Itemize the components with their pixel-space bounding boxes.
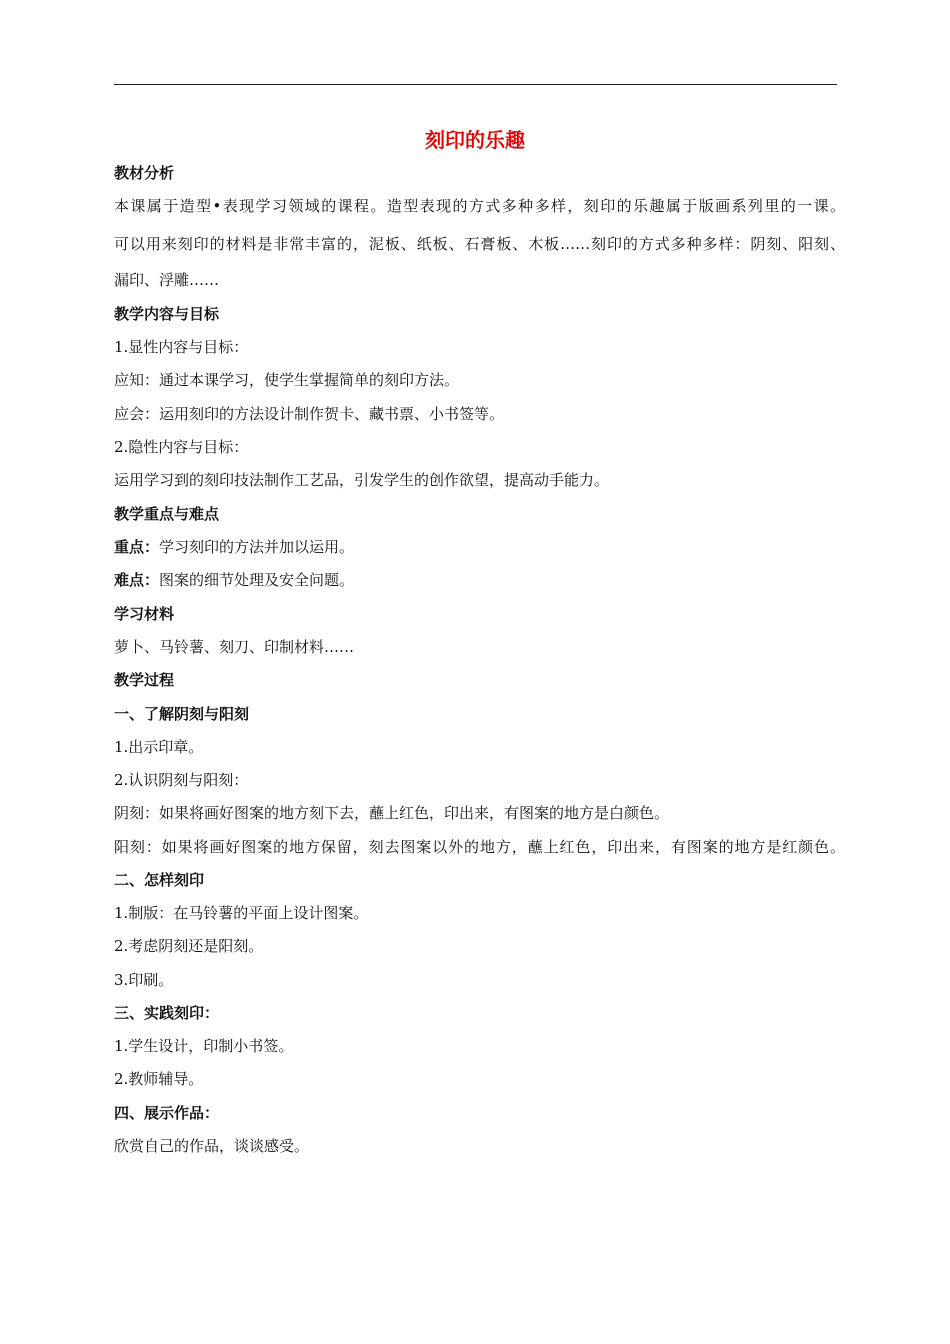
analysis-paragraph-line-3: 漏印、浮雕…… [114,271,220,289]
step3-item-2: 2.教师辅导。 [114,1070,204,1088]
section-heading-materials: 学习材料 [114,605,175,623]
section-heading-analysis: 教材分析 [114,164,175,182]
difficulty-label: 难点： [114,571,160,589]
section-heading-goals: 教学内容与目标 [114,305,220,323]
step2-heading: 二、怎样刻印 [114,871,205,889]
analysis-paragraph-line-2: 可以用来刻印的材料是非常丰富的，泥板、纸板、石膏板、木板……刻印的方式多种多样：阴刻、阳刻、 [114,235,845,253]
goals-item-2: 2.隐性内容与目标： [114,438,249,456]
step1-yin-carving: 阴刻：如果将画好图案的地方刻下去，蘸上红色，印出来，有图案的地方是白颜色。 [114,804,670,822]
goals-item-1: 1.显性内容与目标： [114,338,249,356]
goals-know: 应知：通过本课学习，使学生掌握简单的刻印方法。 [114,371,460,389]
step1-item-1: 1.出示印章。 [114,738,204,756]
step2-item-2: 2.考虑阴刻还是阳刻。 [114,937,264,955]
step3-item-1: 1.学生设计，印制小书签。 [114,1037,294,1055]
difficulty-text: 图案的细节处理及安全问题。 [159,571,355,589]
key-point-text: 学习刻印的方法并加以运用。 [159,538,355,556]
section-heading-key-points: 教学重点与难点 [114,505,220,523]
difficulty-line [114,570,354,590]
step4-text: 欣赏自己的作品，谈谈感受。 [114,1137,310,1155]
step1-item-2: 2.认识阴刻与阳刻： [114,771,249,789]
header-rule [114,84,837,85]
materials-text: 萝卜、马铃薯、刻刀、印制材料…… [114,638,355,656]
section-heading-process: 教学过程 [114,671,175,689]
key-point-label: 重点： [114,538,160,556]
goals-hidden: 运用学习到的刻印技法制作工艺品，引发学生的创作欲望，提高动手能力。 [114,471,610,489]
key-point-line [114,537,354,557]
step1-heading: 一、了解阴刻与阳刻 [114,705,250,723]
step3-heading: 三、实践刻印： [114,1004,220,1022]
document-title: 刻印的乐趣 [425,128,525,152]
goals-can: 应会：运用刻印的方法设计制作贺卡、藏书票、小书签等。 [114,405,505,423]
step1-yang-carving: 阳刻：如果将画好图案的地方保留，刻去图案以外的地方，蘸上红色，印出来，有图案的地方是红颜色。 [114,838,845,856]
step2-item-1: 1.制版：在马铃薯的平面上设计图案。 [114,904,369,922]
step2-item-3: 3.印刷。 [114,971,174,989]
analysis-paragraph-line-1: 本课属于造型•表现学习领域的课程。造型表现的方式多种多样，刻印的乐趣属于版画系列里的一课。 [114,197,845,215]
step4-heading: 四、展示作品： [114,1104,220,1122]
